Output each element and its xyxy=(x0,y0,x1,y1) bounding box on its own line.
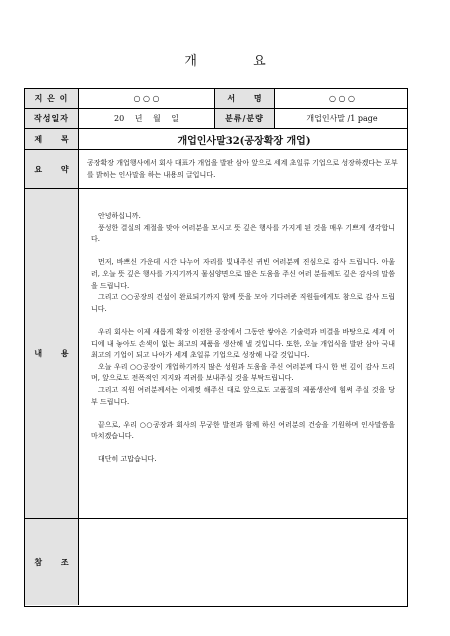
content-paragraph: 오늘 우리 ○○공장이 개업하기까지 많은 성원과 도움을 주신 여러분께 다시 한 번 깊이 감사 드리며, 앞으로도 전폭적인 지지와 격려를 보내주실 것을 부탁드립니다. xyxy=(91,362,395,383)
content-paragraph: 대단히 고맙습니다. xyxy=(98,455,157,464)
date-label: 작성일자 xyxy=(25,109,79,128)
author-label: 지 은 이 xyxy=(25,89,79,108)
reference-row xyxy=(25,519,407,605)
category-label: 분류/분량 xyxy=(215,109,275,128)
content-paragraph: 우리 회사는 이제 새롭게 확장 이전한 공장에서 그동안 쌓아온 기술력과 비결을 바탕으로 세계 어디에 내 놓아도 손색이 없는 최고의 제품을 생산해 낼 것입니다. 또한, 오늘 개업식을 발판 삼아 국내 최고의 기업이 되고 나아가 세계 초일류 기업으로 성장해 나갈 것입니다. xyxy=(91,327,395,360)
content-paragraph: 그리고 직원 여러분께서는 이제껏 해주신 대로 앞으로도 고품질의 제품생산에 힘써 주실 것을 당부 드립니다. xyxy=(91,385,395,406)
summary-value: 공장확장 개업행사에서 회사 대표가 개업을 발판 삼아 앞으로 세계 초일류 기업으로 성장하겠다는 포부를 밝히는 인사말을 하는 내용의 글입니다. xyxy=(87,159,398,179)
content-paragraph: 풍성한 결실의 계절을 맞아 여러분을 모시고 뜻 깊은 행사를 가지게 된 것을 매우 기쁘게 생각합니다. xyxy=(91,223,395,244)
page-title: 개 요 xyxy=(184,54,292,69)
subject-row xyxy=(25,129,407,150)
date-row xyxy=(25,109,407,129)
subject-value: 개업인사말32(공장확장 개업) xyxy=(177,135,311,147)
content-paragraph: 안녕하십니까. xyxy=(98,212,141,220)
signature-value: ○ ○ ○ xyxy=(328,94,356,103)
content-paragraph: 그리고 ○○공장의 건설이 완료되기까지 함께 뜻을 모아 기다려준 직원들에게도 참으로 감사 드립니다. xyxy=(91,293,395,313)
summary-row xyxy=(25,150,407,189)
summary-form-table xyxy=(24,88,408,607)
author-row xyxy=(25,89,407,109)
content-row xyxy=(25,189,407,519)
subject-label: 제 목 xyxy=(25,129,79,149)
date-value: 20 년 월 일 xyxy=(79,109,215,128)
category-value: 개업인사말 /1 page xyxy=(306,114,378,123)
content-body xyxy=(79,189,409,518)
content-paragraph: 먼저, 바쁘신 가운데 시간 나누어 자리를 빛내주신 귀빈 여러분께 진심으로 감사 드립니다. 아울러, 오늘 뜻 깊은 행사를 가지기까지 물심양면으로 많은 도움을 주신 여러 분들께도 깊은 감사의 말씀을 드립니다. xyxy=(91,258,395,290)
reference-value xyxy=(79,519,409,605)
author-value: ○ ○ ○ xyxy=(79,89,215,108)
reference-label: 참 조 xyxy=(25,519,79,605)
content-label: 내 용 xyxy=(25,189,79,518)
content-paragraph: 끝으로, 우리 ○○공장과 회사의 무궁한 발전과 함께 하신 여러분의 건승을 기원하며 인사말씀을 마치겠습니다. xyxy=(91,420,395,441)
signature-label: 서 명 xyxy=(215,89,275,108)
summary-label: 요 약 xyxy=(25,150,79,188)
